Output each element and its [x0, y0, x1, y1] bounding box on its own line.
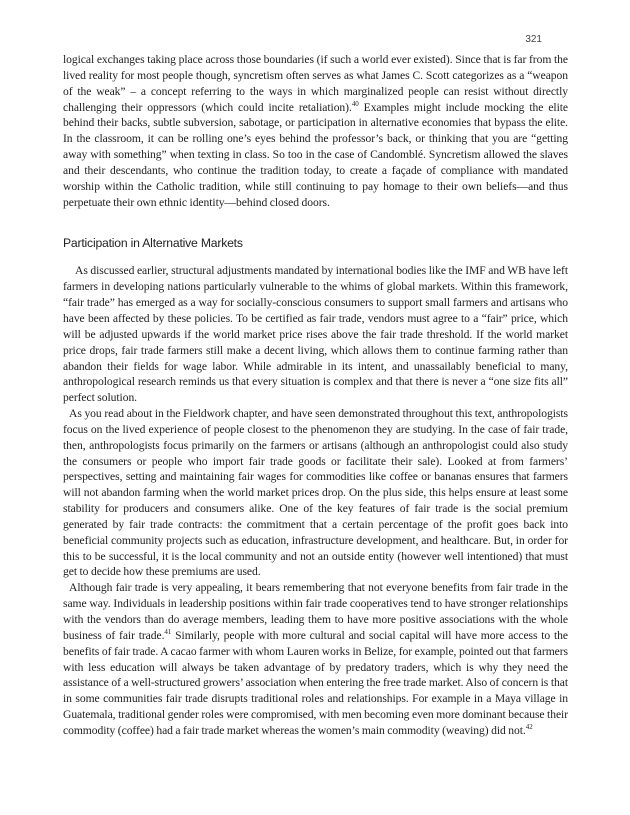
paragraph-text: Examples might include mocking the elite behind their backs, subtle subversion, sabotage, or participation in alternative economies that bypass the elite. In the classroom, it can be rolling one’s eyes behind the professor’s back, or thinking that you are “getting away with something” when texting in class. So too in the case of Candomblé. Syncretism allowed the slaves and their descendants, who continue the tradition today, to create a façade of compliance with mandated worship within the Catholic tradition, while still continuing to pay homage to their own beliefs—and thus perpetuate their own ethnic identity—behind closed doors. — [63, 100, 568, 209]
paragraph-text: logical exchanges taking place across those boundaries (if such a world ever existed). Since that is far from the lived reality for most people though, syncretism often serves as what James C. Scott categorizes as a “weapon of the weak” – a concept referring to the ways in which marginalized people can resist without directly challenging their oppressors (which could incite retaliation). — [63, 53, 568, 114]
paragraph-fair-trade-intro: As discussed earlier, structural adjustments mandated by international bodies like the IMF and WB have left farmers in developing nations particularly vulnerable to the whims of global markets. Within this framework, “fair trade” has emerged as a way for socially-conscious consumers to support small farmers and artisans who have been affected by these policies. To be certified as fair trade, vendors must agree to a “fair” price, which will be adjusted upwards if the world market price rises above the fair trade threshold. If the world market price drops, fair trade farmers still make a decent living, which allows them to continue farming rather than abandon their fields for wage labor. While admirable in its intent, and unassailably beneficial to many, anthropological research reminds us that every situation is complex and that there is never a “one size fits all” perfect solution. — [63, 264, 568, 405]
footnote-ref-40[interactable]: 40 — [351, 99, 359, 108]
paragraph-anthropologists: As you read about in the Fieldwork chapter, and have seen demonstrated throughout this text, anthropologists focus on the lived experience of people closest to the phenomenon they are studying. In the case of fair trade, then, anthropologists focus primarily on the farmers or artisans (although an anthropologist could also study the consumers or people who import fair trade goods or facilitate their sale). Looked at from farmers’ perspectives, setting and maintaining fair wages for commodities like coffee or bananas ensures that farmers will not abandon farming when the world market prices drop. On the plus side, this helps ensure at least some stability for producers and consumers alike. One of the key features of fair trade is the social premium generated by fair trade contracts: the commitment that a certain percentage of the profit goes back into beneficial community projects such as education, infrastructure development, and healthcare. But, in order for this to be successful, it is the local community and not an outside entity (however well intentioned) that must get to decide how these premiums are used. — [63, 407, 568, 579]
page-number: 321 — [525, 34, 542, 45]
footnote-ref-42[interactable]: 42 — [525, 723, 533, 732]
paragraph-text: Although fair trade is very appealing, it bears remembering that not everyone benefits from fair trade in the same way. Individuals in leadership positions within fair trade cooperatives tend to have stronger relationships with the vendors than do average members, leading them to have more positive associations with the whole business of fair trade. — [63, 581, 568, 642]
paragraph-benefits — [63, 580, 568, 738]
page-body — [63, 52, 568, 739]
section-heading: Participation in Alternative Markets — [63, 236, 243, 251]
footnote-ref-41[interactable]: 41 — [164, 627, 172, 636]
paragraph-text: Similarly, people with more cultural and social capital will have more access to the benefits of fair trade. A cacao farmer with whom Lauren works in Belize, for example, pointed out that farmers with less education will always be taken advantage of by predatory traders, which is why they need the assistance of a well-structured growers’ association when entering the free trade market. Also of concern is that in some communities fair trade disrupts traditional roles and relationships. For example in a Maya village in Guatemala, traditional gender roles were compromised, with men becoming even more dominant because their commodity (coffee) had a fair trade market whereas the women’s main commodity (weaving) did not. — [63, 628, 568, 737]
paragraph-syncretism — [63, 52, 568, 210]
